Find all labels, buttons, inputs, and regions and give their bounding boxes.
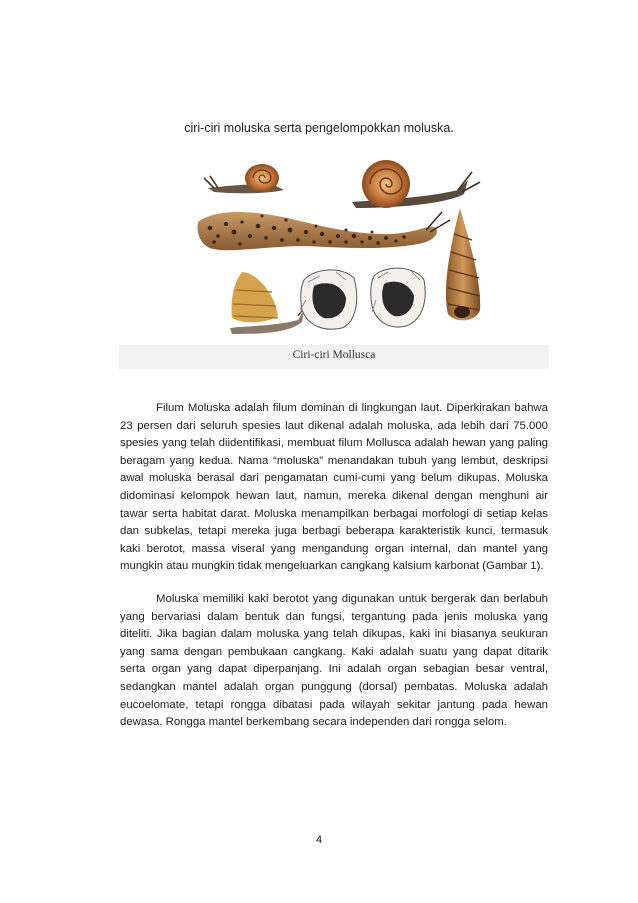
cone-shell-icon: [446, 208, 480, 320]
mollusca-illustration: [196, 150, 496, 336]
paragraph-1: Filum Moluska adalah filum dominan di lingkungan laut. Diperkirakan bahwa 23 persen dari seluruh spesies laut dikenal adalah moluska, ada lebih dari 75.000 spesies yang telah diidentifikasi, membuat filum Mollusca adalah hewan yang paling beragam yang kedua. Nama “moluska” menandakan tubuh yang lembut, deskripsi awal moluska berasal dari pengamatan cumi-cumi yang belum dikupas. Moluska didominasi kelompok hewan laut, namun, mereka dikenal dengan menghuni air tawar serta habitat darat. Moluska menampilkan berbagai morfologi di setiap kelas dan subkelas, tetapi mereka juga berbagi beberapa karakteristik kunci, termasuk kaki berotot, massa viseral yang mengandung organ internal, dan mantel yang mungkin atau mungkin tidak mengeluarkan cangkang kalsium karbonat (Gambar 1).: [120, 402, 548, 573]
snail-right-icon: [352, 160, 480, 208]
conical-snail-icon: [230, 272, 310, 334]
figure-caption-bar: [119, 345, 549, 369]
snail-left-icon: [204, 164, 284, 193]
page-heading: ciri-ciri moluska serta pengelompokkan moluska.: [184, 121, 454, 135]
figure-caption: Ciri-ciri Mollusca: [292, 349, 376, 361]
paragraph-2: Moluska memiliki kaki berotot yang digunakan untuk bergerak dan berlabuh yang bervariasi dalam bentuk dan fungsi, tergantung pada jenis moluska yang diteliti. Jika bagian dalam moluska yang telah dikupas, kaki ini biasanya seukuran yang sama dengan pembukaan cangkang. Kaki adalah suatu yang dapat ditarik serta organ yang dapat diperpanjang. Ini adalah organ sebagian besar ventral, sedangkan mantel adalah organ punggung (dorsal) pembatas. Moluska adalah eucoelomate, tetapi rongga dibatasi pada wilayah sekitar jantung pada hewan dewasa. Rongga mantel berkembang secara independen dari rongga selom.: [120, 593, 548, 729]
slug-icon: [198, 212, 451, 250]
page-number: 4: [315, 834, 323, 846]
shell-sketch-left-icon: [300, 270, 357, 329]
shell-sketch-right-icon: [371, 268, 426, 327]
